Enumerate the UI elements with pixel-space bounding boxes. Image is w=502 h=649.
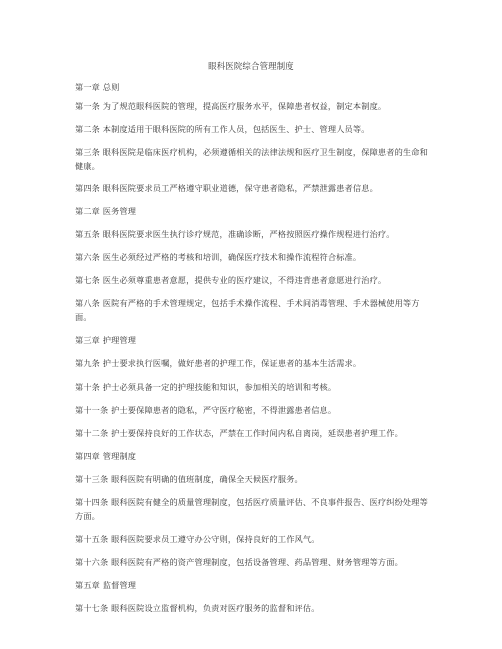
article-paragraph: 第十七条 眼科医院设立监督机构，负责对医疗服务的监督和评估。 [75, 603, 320, 613]
document-title: 眼科医院综合管理制度 [208, 61, 294, 71]
chapter-heading: 第一章 总则 [75, 82, 120, 92]
chapter-heading: 第五章 监督管理 [75, 580, 137, 590]
article-paragraph: 第十四条 眼科医院有健全的质量管理制度，包括医疗质量评估、不良事件报告、医疗纠纷处理等方面。 [75, 497, 428, 521]
chapter-heading: 第二章 医务管理 [75, 206, 137, 216]
article-paragraph: 第一条 为了规范眼科医院的管理，提高医疗服务水平，保障患者权益，制定本制度。 [75, 101, 387, 111]
chapter-heading: 第三章 护理管理 [75, 335, 137, 345]
article-paragraph: 第三条 眼科医院是临床医疗机构，必须遵循相关的法律法规和医疗卫生制度，保障患者的生命和健康。 [75, 147, 428, 171]
article-paragraph: 第十五条 眼科医院要求员工遵守办公守则，保持良好的工作风气。 [75, 534, 320, 544]
article-paragraph: 第十条 护士必须具备一定的护理技能和知识，参加相关的培训和考核。 [75, 382, 337, 392]
article-paragraph: 第八条 医院有严格的手术管理规定，包括手术操作流程、手术间消毒管理、手术器械使用等方面。 [75, 298, 420, 322]
article-paragraph: 第十三条 眼科医院有明确的值班制度，确保全天候医疗服务。 [75, 474, 303, 484]
article-paragraph: 第二条 本制度适用于眼科医院的所有工作人员，包括医生、护士、管理人员等。 [75, 124, 370, 134]
article-paragraph: 第七条 医生必须尊重患者意愿，提供专业的医疗建议，不得违背患者意愿进行治疗。 [75, 275, 387, 285]
article-paragraph: 第十六条 眼科医院有严格的资产管理制度，包括设备管理、药品管理、财务管理等方面。 [75, 557, 403, 567]
article-paragraph: 第十二条 护士要保持良好的工作状态，严禁在工作时间内私自离岗，延误患者护理工作。 [75, 428, 403, 438]
article-paragraph: 第六条 医生必须经过严格的考核和培训，确保医疗技术和操作流程符合标准。 [75, 252, 362, 262]
article-paragraph: 第五条 眼科医院要求医生执行诊疗规范，准确诊断，严格按照医疗操作规程进行治疗。 [75, 229, 395, 239]
article-paragraph: 第十一条 护士要保障患者的隐私，严守医疗秘密，不得泄露患者信息。 [75, 405, 337, 415]
article-paragraph: 第四条 眼科医院要求员工严格遵守职业道德，保守患者隐私，严禁泄露患者信息。 [75, 183, 378, 193]
chapter-heading: 第四章 管理制度 [75, 451, 137, 461]
article-paragraph: 第九条 护士要求执行医嘱，做好患者的护理工作，保证患者的基本生活需求。 [75, 358, 362, 368]
